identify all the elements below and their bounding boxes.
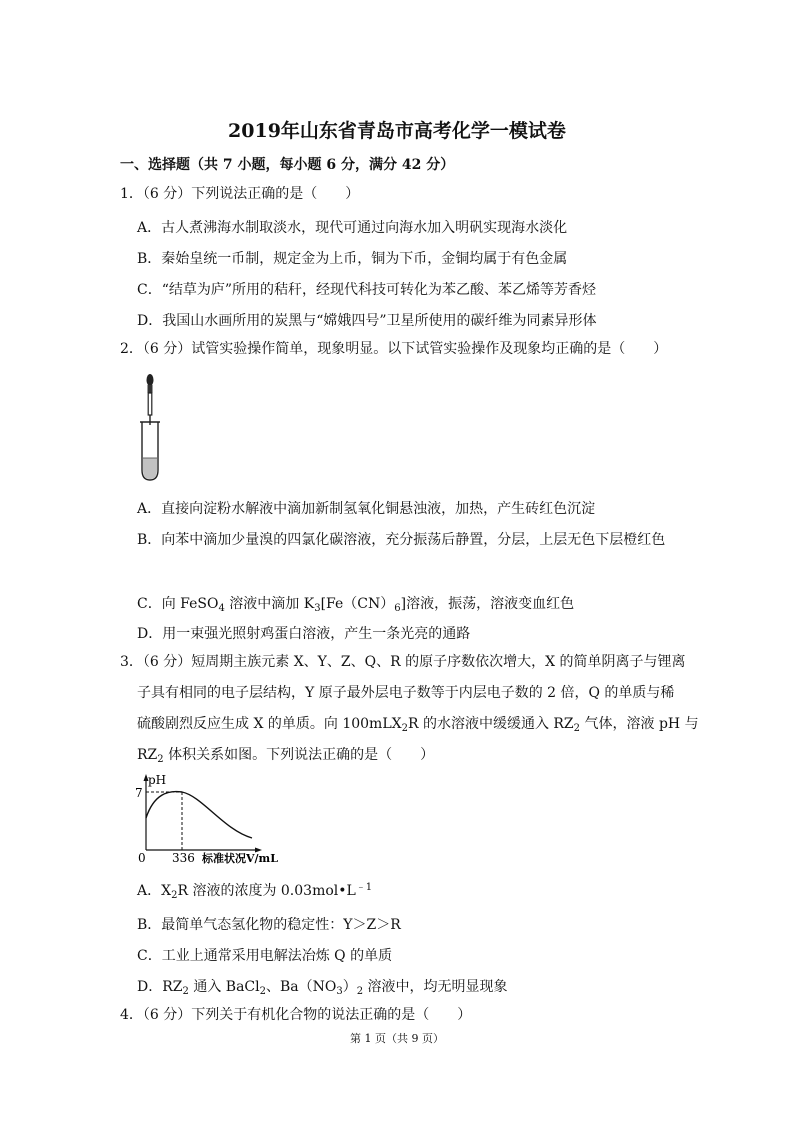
question-3-line-3: 硫酸剧烈反应生成 X 的单质。向 100mLX$_2$R 的水溶液中缓缓通入 $RZ_2$ 气体，溶液 pH 与 [137, 716, 699, 734]
page-title: 2019年山东省青岛市高考化学一模试卷 [228, 120, 566, 142]
question-3-line-1: 3．（6 分）短周期主族元素 X、Y、Z、Q、R 的原子序数依次增大，X 的简单阴离子与锂离 [120, 654, 686, 670]
ph-volume-graph [132, 772, 302, 866]
question-1-option-d: D．我国山水画所用的炭黑与“嫦娥四号”卫星所使用的碳纤维为同素异形体 [137, 313, 597, 329]
origin-label: 0 [138, 851, 146, 865]
dropper-bulb-icon [147, 374, 154, 386]
ph-curve [146, 792, 252, 838]
question-1-stem: 1．（6 分）下列说法正确的是（ ） [120, 186, 360, 202]
x-tick-label: 336 [172, 851, 195, 865]
question-2-option-b: B．向苯中滴加少量溴的四氯化碳溶液，充分振荡后静置，分层，上层无色下层橙红色 [137, 532, 666, 548]
liquid-icon [143, 458, 157, 479]
question-3-option-d: D．$RZ_2$ 通入 BaCl$_2$、$Ba(NO_3)_2$ 溶液中，均无明显现象 [137, 979, 508, 997]
question-3-line-2: 子具有相同的电子层结构，Y 原子最外层电子数等于内层电子数的 2 倍，Q 的单质与稀 [137, 685, 675, 701]
y-tick-label: 7 [135, 786, 143, 800]
question-2-option-a: A．直接向淀粉水解液中滴加新制氢氧化铜悬浊液，加热，产生砖红色沉淀 [137, 501, 596, 517]
test-tube-dropper-figure [130, 370, 170, 485]
y-axis-label: pH [148, 773, 167, 787]
question-3-option-a: A．$X_2R$ 溶液的浓度为 $0.03mol•L^{﹣1}$ [137, 882, 373, 901]
question-3-option-c: C．工业上通常采用电解法冶炼 Q 的单质 [137, 948, 393, 964]
question-2-stem: 2．（6 分）试管实验操作简单，现象明显。以下试管实验操作及现象均正确的是（ ） [120, 341, 668, 357]
x-axis-label: 标准状况V/mL [202, 852, 278, 865]
question-2-option-c: C．向 FeSO$_4$ 溶液中滴加 $K_3[Fe(CN)_6]$溶液，振荡，溶液变血红色 [137, 596, 575, 614]
question-4-stem: 4．（6 分）下列关于有机化合物的说法正确的是（ ） [120, 1007, 472, 1023]
page-footer: 第 1 页（共 9 页） [350, 1032, 444, 1045]
question-2-option-d: D．用一束强光照射鸡蛋白溶液，产生一条光亮的通路 [137, 626, 471, 642]
question-1-option-b: B．秦始皇统一币制，规定金为上币，铜为下币，金铜均属于有色金属 [137, 251, 568, 267]
question-3-line-4: $RZ_2$ 体积关系如图。下列说法正确的是（ ） [137, 747, 435, 765]
question-3-option-b: B．最简单气态氢化物的稳定性：Y＞Z＞R [137, 917, 401, 933]
question-1-option-c: C．“结草为庐”所用的秸秆，经现代科技可转化为苯乙酸、苯乙烯等芳香烃 [137, 282, 597, 298]
question-1-option-a: A．古人煮沸海水制取淡水，现代可通过向海水加入明矾实现海水淡化 [137, 220, 568, 236]
section-heading: 一、选择题（共 7 小题，每小题 6 分，满分 42 分） [120, 157, 455, 173]
dropper-tube-icon [148, 393, 152, 415]
